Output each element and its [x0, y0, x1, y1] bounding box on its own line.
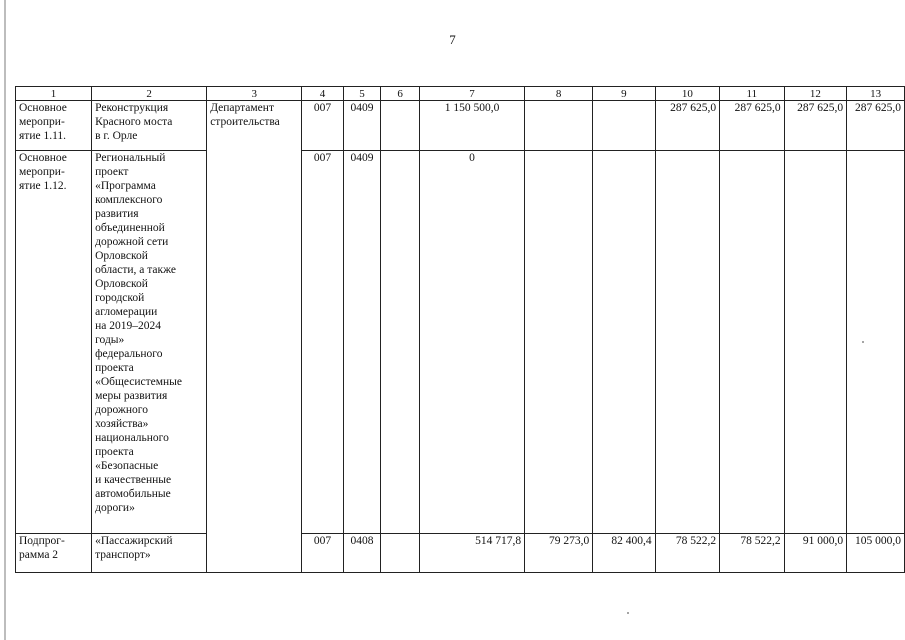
grbs-cell: 007	[302, 101, 343, 151]
year-value-cell: 78 522,2	[655, 534, 720, 573]
table-row	[16, 101, 905, 151]
page-number: 7	[449, 32, 456, 47]
table-row	[16, 534, 905, 573]
year-value-cell	[720, 151, 785, 534]
page-scan-edge	[4, 0, 6, 640]
section-code-cell: 0409	[343, 101, 381, 151]
program-code-cell: Подпрог- рамма 2	[16, 534, 92, 573]
header-cell: 3	[207, 87, 302, 101]
table-row	[16, 151, 905, 534]
header-cell: 8	[525, 87, 593, 101]
scan-speck	[627, 612, 629, 614]
header-cell: 1	[16, 87, 92, 101]
grbs-cell: 007	[302, 151, 343, 534]
year-value-cell: 287 625,0	[784, 101, 847, 151]
year-value-cell	[593, 151, 655, 534]
program-name-cell: Региональный проект «Программа комплексного развития объединенной дорожной сети Орловской области, а также Орловской городской агломерации на 2019–2024 годы» федерального проекта «Общесистемные меры развития дорожного хозяйства» национального проекта «Безопасные и качественные автомобильные дороги»	[92, 151, 207, 534]
header-cell: 7	[419, 87, 524, 101]
year-value-cell	[593, 101, 655, 151]
header-cell: 5	[343, 87, 381, 101]
scan-speck	[862, 341, 864, 343]
year-value-cell	[525, 151, 593, 534]
table-header-row	[16, 87, 905, 101]
year-value-cell: 105 000,0	[847, 534, 905, 573]
executor-cell: Департамент строительства	[207, 101, 302, 573]
total-cell: 514 717,8	[419, 534, 524, 573]
total-cell: 1 150 500,0	[419, 101, 524, 151]
year-value-cell	[655, 151, 720, 534]
year-value-cell: 82 400,4	[593, 534, 655, 573]
target-code-cell	[381, 151, 420, 534]
year-value-cell: 287 625,0	[655, 101, 720, 151]
grbs-cell: 007	[302, 534, 343, 573]
header-cell: 6	[381, 87, 420, 101]
target-code-cell	[381, 101, 420, 151]
header-cell: 12	[784, 87, 847, 101]
year-value-cell	[847, 151, 905, 534]
program-code-cell: Основное меропри- ятие 1.12.	[16, 151, 92, 534]
header-cell: 10	[655, 87, 720, 101]
program-code-cell: Основное меропри- ятие 1.11.	[16, 101, 92, 151]
section-code-cell: 0408	[343, 534, 381, 573]
program-name-cell: Реконструкция Красного моста в г. Орле	[92, 101, 207, 151]
year-value-cell: 78 522,2	[720, 534, 785, 573]
header-cell: 9	[593, 87, 655, 101]
year-value-cell: 287 625,0	[720, 101, 785, 151]
total-cell: 0	[419, 151, 524, 534]
year-value-cell	[784, 151, 847, 534]
header-cell: 4	[302, 87, 343, 101]
year-value-cell: 79 273,0	[525, 534, 593, 573]
header-cell: 13	[847, 87, 905, 101]
header-cell: 2	[92, 87, 207, 101]
section-code-cell: 0409	[343, 151, 381, 534]
program-name-cell: «Пассажирский транспорт»	[92, 534, 207, 573]
year-value-cell	[525, 101, 593, 151]
year-value-cell: 287 625,0	[847, 101, 905, 151]
target-code-cell	[381, 534, 420, 573]
budget-table	[15, 86, 905, 573]
year-value-cell: 91 000,0	[784, 534, 847, 573]
header-cell: 11	[720, 87, 785, 101]
